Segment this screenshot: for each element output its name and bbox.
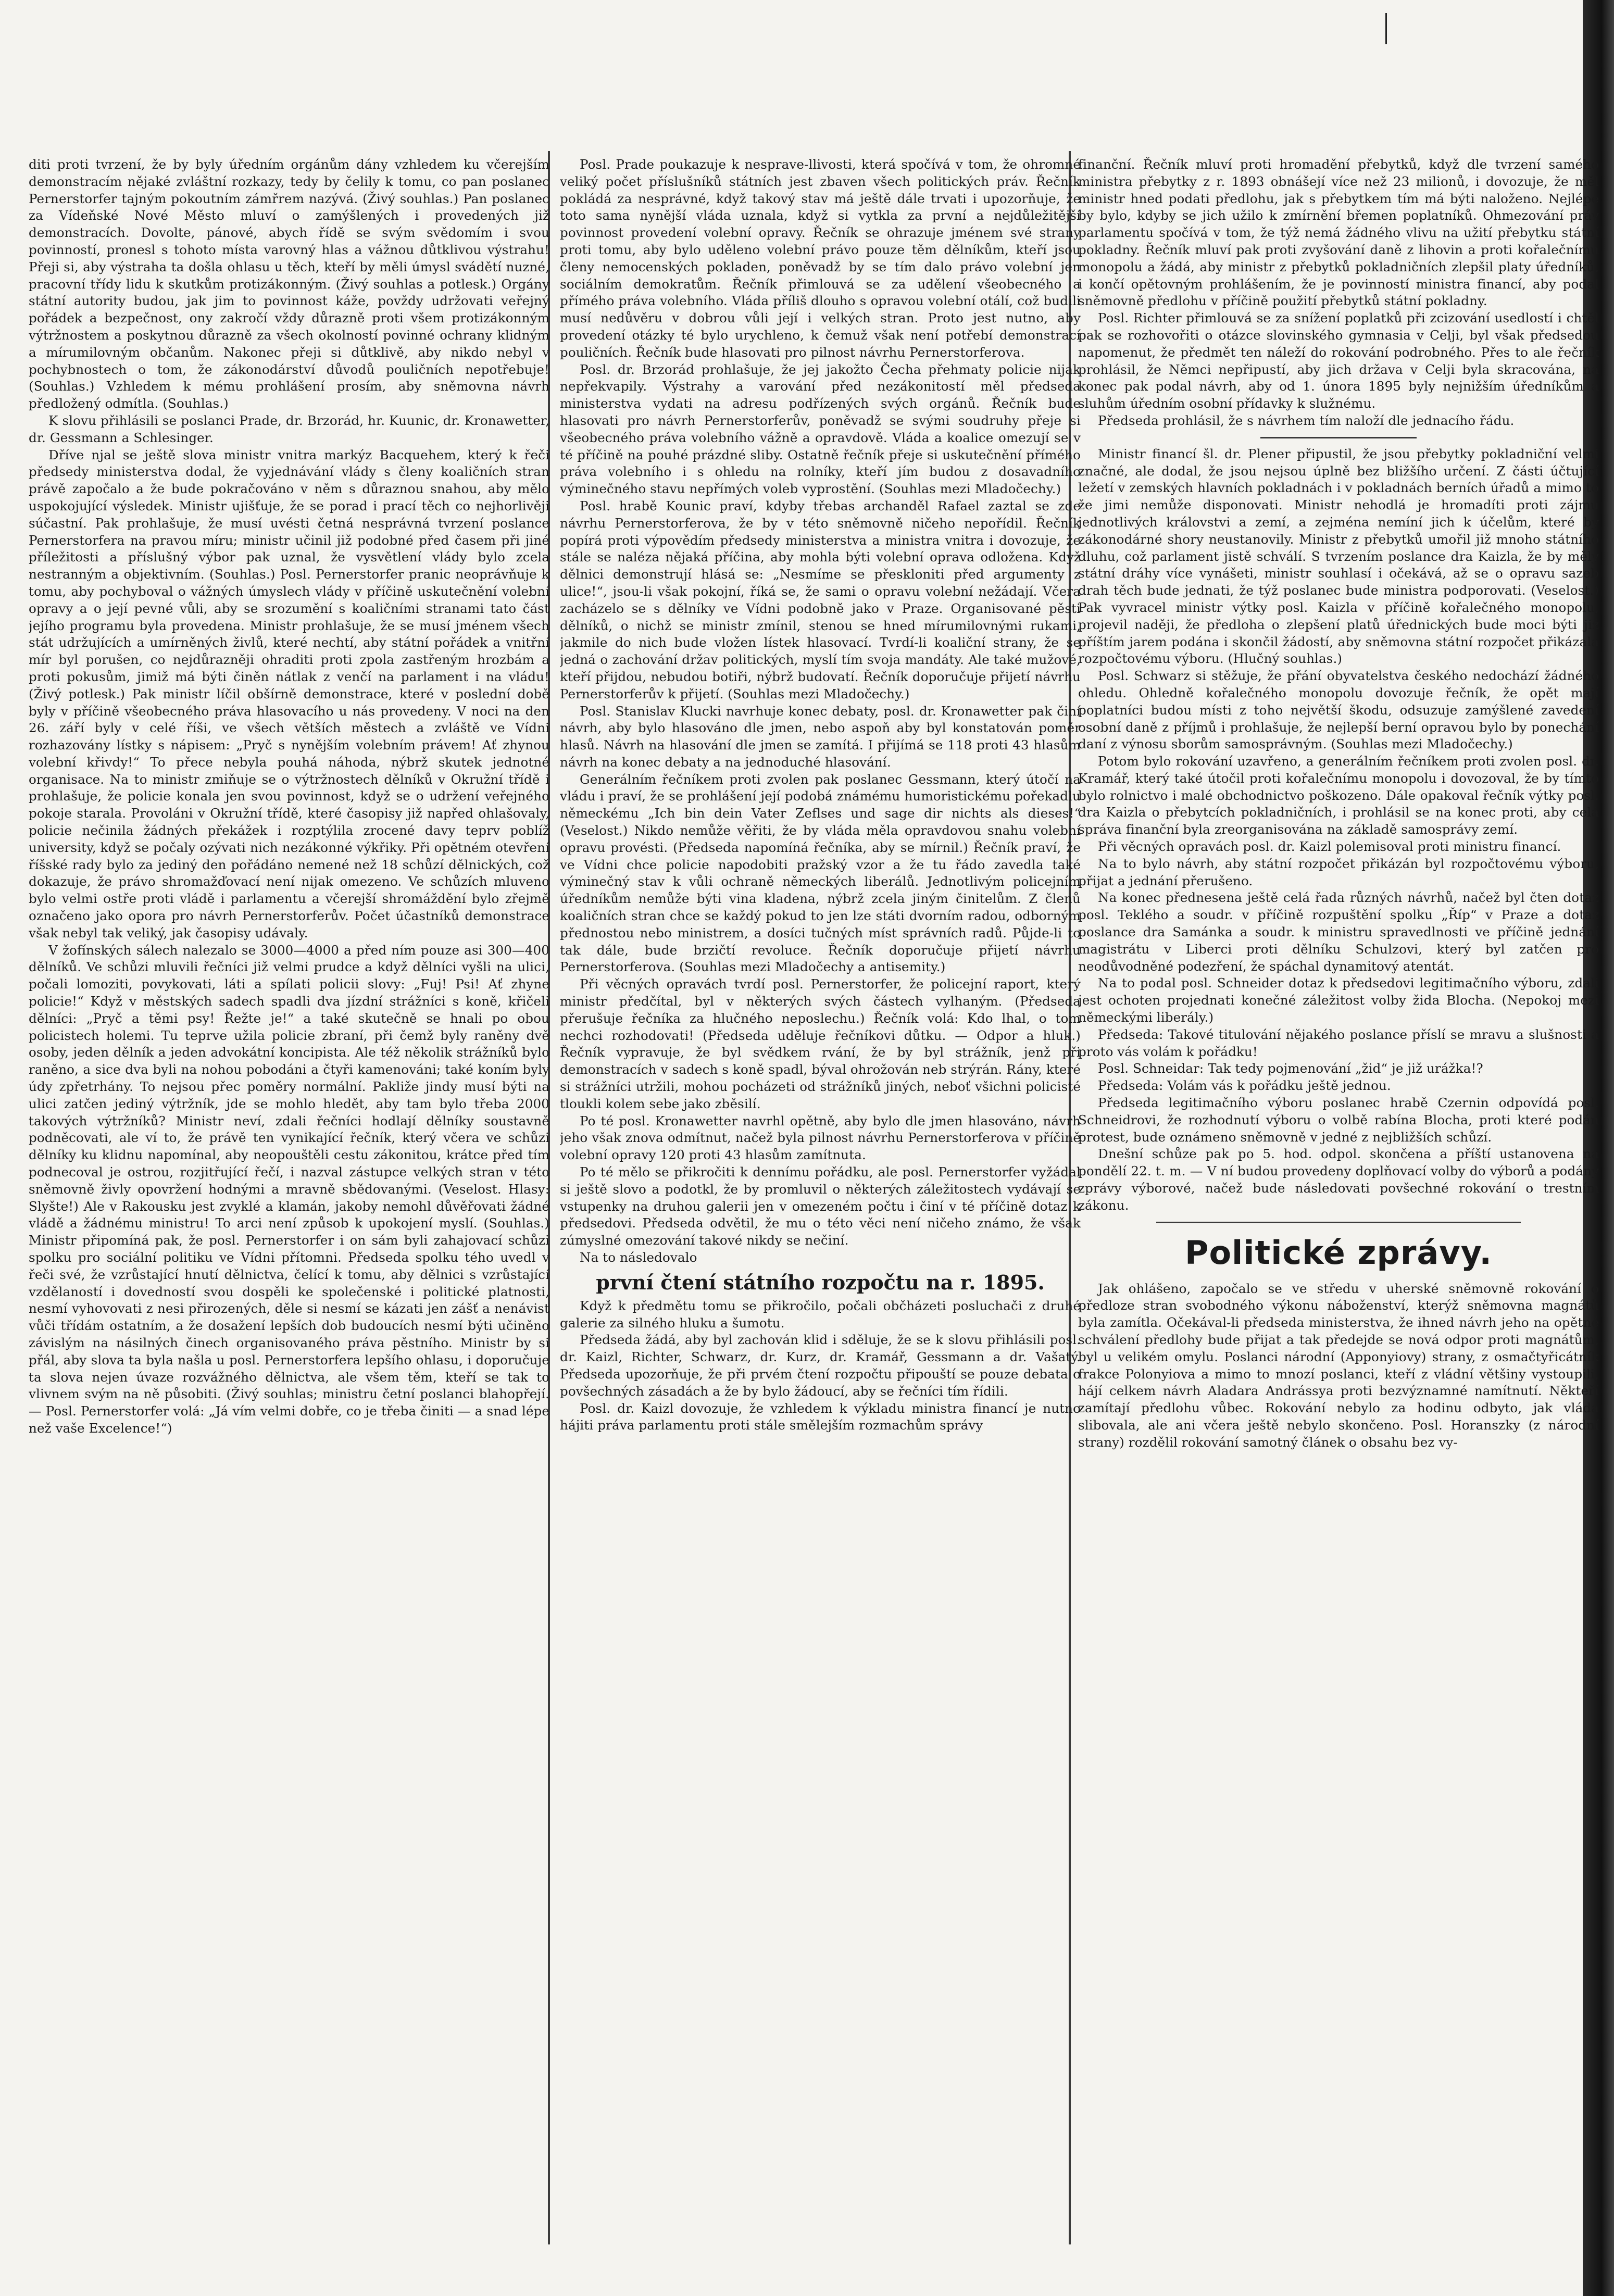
paragraph: Posl. Schwarz si stěžuje, že přání obyvatelstva českého nedochází žádného ohledu. Ohledně kořalečného monopolu dovozuje řečník, že opět mají poplatníci budou místi z toho největší škodu, odsuzuje zamýšlené zavedení osobní daně z příjmů i prohlašuje, že nejlepší berní opravou bylo by ponechání daní z výnosu sborům samosprávným. (Souhlas mezi Mladočechy.) (1078, 668, 1599, 752)
paragraph: Posl. Stanislav Klucki navrhuje konec debaty, posl. dr. Kronawetter pak činí návrh, aby bylo hlasováno dle jmen, nebo aspoň aby byl konstatován poměr hlasů. Návrh na hlasování dle jmen se zamítá. I přijímá se 118 proti 43 hlasům návrh na konec debaty a na jednoduché hlasování. (560, 703, 1081, 770)
paragraph: Posl. hrabě Kounic praví, kdyby třebas archanděl Rafael zaztal se zde návrhu Pernerstorferova, že by v této sněmovně ničeho nepořídil. Řečník popírá proti výpovědím předsedy ministerstva a ministra vnitra i dovozuje, že stále se naléza nějaká příčina, aby mohla býti volební oprava odložena. Když dělnici demonstrují hlásá se: „Nesmíme se přeskloniti před argumenty z ulice!“, jsou-li však pokojní, říká se, že sami o opravu volební nežádají. Včera zacházelo se s dělníky ve Vídni podobně jako v Praze. Organisované pěsti dělníků, o nichž se ministr zmínil, stenou se hned mírumilovnými rukami, jakmile do nich bude vložen lístek hlasovací. Tvrdí-li koaliční strany, že se jedná o zachování držav politických, myslí tím svoja mandáty. Ale také mužové, kteří přijdou, nebudou botiři, nýbrž budovatí. Řečník doporučuje přijetí návrhu Pernerstorferův k přijetí. (Souhlas mezi Mladočechy.) (560, 498, 1081, 701)
paragraph: finanční. Řečník mluví proti hromadění přebytků, když dle tvrzení samého ministra přebytky z r. 1893 obnášejí více než 23 milionů, i dovozuje, že měl ministr hned podati předlohu, jak s přebytkem tím má býti naloženo. Nejlépe by bylo, kdyby se jich užilo k zmírnění břemen poplatníků. Ohmezování práv parlamentu spočívá v tom, že týž nemá žádného vlivu na užití přebytku státní pokladny. Řečník mluví pak proti zvyšování daně z lihovin a proti kořalečnímu monopolu a žádá, aby ministr z přebytků pokladničních zlepšil platy úředníků, i končí opětovným prohlášením, že je povinností ministra financí, aby podal sněmovně předlohu v příčině použití přebytků státní pokladny. (1078, 157, 1599, 309)
paragraph: Po té mělo se přikročiti k dennímu pořádku, ale posl. Pernerstorfer vyžádal si ještě slovo a podotkl, že by promluvil o některých záležitostech vydávají se vstupenky na druhou galerii jen v omezeném počtu i činí v té příčině dotaz k předsedovi. Předseda odvětil, že mu o této věci není ničeho známo, že však zúmyslné omezování takové nikdy se nečiní. (560, 1164, 1081, 1248)
paragraph: Po té posl. Kronawetter navrhl opětně, aby bylo dle jmen hlasováno, návrh jeho však znova odmítnut, načež byla pilnost návrhu Pernerstorferova v příčině volební opravy 120 proti 43 hlasům zamítnuta. (560, 1113, 1081, 1163)
paragraph: Dnešní schůze pak po 5. hod. odpol. skončena a příští ustanovena na pondělí 22. t. m. — V ní budou provedeny doplňovací volby do výborů a podány zprávy výborové, načež bude následovati povšechné rokování o trestním zákonu. (1078, 1146, 1599, 1213)
paragraph: Při věcných opravách tvrdí posl. Pernerstorfer, že policejní raport, který ministr předčítal, byl v některých svých částech vylhaným. (Předseda přerušuje řečníka za hlučného neposlechu.) Řečník volá: Kdo lhal, o tom nechci rozhodovati! (Předseda uděluje řečníkovi důtku. — Odpor a hluk.) Řečník vypravuje, že byl svědkem rvání, že by byl strážník, jenž při demonstracích v sadech s koně spadl, býval ohrožován neb strýrán. Rány, které si strážníci utržili, mohou pocházeti od strážníků jiných, neboť všichni policisté tloukli kolem sebe jako zběsilí. (560, 976, 1081, 1111)
corner-mark (1385, 13, 1408, 44)
paragraph: Předseda legitimačního výboru poslanec hrabě Czernin odpovídá posl. Schneidrovi, že rozhodnutí výboru o volbě rabína Blocha, proti které podán protest, bude oznámeno sněmovně v jedné z nejbližších schůzí. (1078, 1095, 1599, 1145)
section-heading-politicke-zpravy: Politické zprávy. (1185, 1233, 1492, 1272)
paragraph: Posl. dr. Brzorád prohlašuje, že jej jakožto Čecha přehmaty policie nijak nepřekvapily. Výstrahy a varování před nezákonitostí měl předseda ministerstva vydati na adresu podřízených svých orgánů. Řečník bude hlasovati pro návrh Pernerstorferův, poněvadž se svými soudruhy přeje si všeobecného práva volebního vážně a opravdově. Vláda a koalice omezují se v té příčině na pouhé prázdné sliby. Ostatně řečník přeje si uskutečnění přímého práva volebního i s ohledu na rolníky, kteří jím budou z dosavadního výminečného stavu nepřímých voleb vyprostění. (Souhlas mezi Mladočechy.) (560, 361, 1081, 497)
paragraph: Na konec přednesena ještě celá řada různých návrhů, načež byl čten dotaz posl. Teklého a soudr. v příčině rozpuštění spolku „Říp“ v Praze a dotaz poslance dra Samánka a soudr. k ministru spravedlnosti ve příčině jednání magistrátu v Liberci proti dělníku Schulzovi, který byl zatčen pro neodůvodněné podezření, že spáchal dynamitový atentát. (1078, 890, 1599, 974)
paragraph: V žofínských sálech nalezalo se 3000—4000 a před ním pouze asi 300—400 dělníků. Ve schůzi mluvili řečníci již velmi prudce a když dělníci vyšli na ulici, počali lomoziti, povykovati, láti a spílati policii slovy: „Fuj! Psi! Ať zhyne policie!“ Když v městských sadech spadli dva jízdní strážníci s koně, křičeli dělníci: „Pryč a těmi psy! Řežte je!“ a také skutečně se hnali po obou policistech holemi. Tu teprve užila policie zbraní, při čemž byly raněny dvě osoby, jeden dělník a jeden advokátní koncipista. Ale též několik strážníků bylo raněno, a sice dva byli na nohou pobodáni a čtyři kamenováni; také koním byly údy zpřetrhány. To nejsou přec poměry normální. Pakliže jindy musí býti na ulici zatčen jediný výtržník, jde se mohlo hledět, aby tam bylo třeba 2000 takových výtržníků? Ministr neví, zdali řečníci hodlají dělníky soustavně podněcovati, ale ví to, že právě ten vynikající řečník, který včera ve schůzi dělníky ku klidnu napomínal, aby neopouštěli cestu zákonitou, krátce před tím podnecoval je ostrou, rozjitřující řečí, i nazval zástupce velkých stran v této sněmovně živly opovržení hodnými a mravně sbědovanými. (Veselost. Hlasy: Slyšte!) Ale v Rakousku jest zvyklé a klamán, jakoby nemohl důvěřovati žádné vládě a žádnému ministru! To arci není způsob k upokojení myslí. (Souhlas.) Ministr připomíná pak, že posl. Pernerstorfer i on sám byli zahajovací schůzi spolku pro sociální politiku ve Vídni přítomni. Předseda spolku tého uvedl v řeči své, že vzrůstající hnutí dělnictva, čelící k tomu, aby dělnici s vzrůstající vzdělaností i dovedností svou dospěli ke společenské i politické platnosti, nesmí vyhovovati z nesi přirozených, děle si nesmí se kázati jen zášť a nenávist vůči třídám ostatním, a že dosažení lepších dob budoucích nesmí býti učiněno závislým na násilných činech organisovaného práva pěstního. Ministr by si přál, aby slova ta byla našla u posl. Pernerstorfera lepšího ohlasu, i doporučuje ta slova nejen úvaze rozvážného dělnictva, ale všem těm, kteří se tak to vlivnem svým na ně působiti. (Živý souhlas; ministru četní poslanci blahopřejí. — Posl. Pernerstorfer volá: „Já vím velmi dobře, co je třeba činiti — a snad lépe než vaše Excelence!“) (29, 942, 549, 1436)
paragraph: Předseda: Volám vás k pořádku ještě jednou. (1098, 1078, 1391, 1094)
column-1 (29, 156, 549, 2250)
paragraph: Posl. dr. Kaizl dovozuje, že vzhledem k výkladu ministra financí je nutno hájiti práva parlamentu proti stále smělejším rozmachům správy (560, 1400, 1081, 1433)
separator (1260, 437, 1417, 438)
paragraph: Předseda žádá, aby byl zachován klid i sděluje, že se k slovu přihlásili posl. dr. Kaizl, Richter, Schwarz, dr. Kurz, dr. Kramář, Gessmann a dr. Vašatý. Předseda upozorňuje, že při prvém čtení rozpočtu připouští se pouze debata o povšechných zásadách a že by bylo žádoucí, aby se řečníci tím řídili. (560, 1332, 1081, 1399)
paragraph: Na to následovalo (580, 1250, 697, 1265)
paragraph: Generálním řečníkem proti zvolen pak poslanec Gessmann, který útočí na vládu i praví, že se prohlášení její podobá známému humoristickému pořekadlu německému „Ich bin dein Vater Zeflses und sage dir nichts als dieses!“ (Veselost.) Nikdo nemůže věřiti, že by vláda měla opravdovou snahu volební opravu provésti. (Předseda napomíná řečníka, aby se mírnil.) Řečník praví, že ve Vídni chce policie napodobiti pražský vzor a že tu řádo zavedla také výminečný stav k vůli ochraně německých liberálů. Jednotlivým policejním úředníkům nemůže býti vina kladena, nýbrž zcela jiným činitelům. Z členů koaličních stran chce se každý pokud to jen lze státi dvorním radou, odborným přednostou nebo ministrem, a dosíci tučných míst správních radů. Půjde-li to tak dále, bude brzičtí revoluce. Řečník doporučuje přijetí návrhu Pernerstorferova. (Souhlas mezi Mladočechy a antisemity.) (560, 771, 1081, 975)
paragraph: Na to bylo návrh, aby státní rozpočet přikázán byl rozpočtovému výboru, přijat a jednání přerušeno. (1078, 856, 1599, 888)
paragraph: Ministr financí šl. dr. Plener připustil, že jsou přebytky pokladniční velmi značné, ale dodal, že jsou nejsou úplně bez bližšího určení. Z části účtující ležetí v zemských hlavních pokladnách i v pokladnách berních úřadů a mimo to že jimi nemůže disponovati. Ministr nehodlá je hromadíti proti zájmu jednotlivých královstvi a zemí, a zejména nemíní jich k účelům, které by zákonodárné shory neustanovily. Ministr z přebytků umořil již mnoho státního dluhu, což parlament jistě schválí. S tvrzením poslance dra Kaizla, že by měly státní dráhy více vynášeti, ministr souhlasí i očekává, až se o opravu sazeb drah těch bude jednati, že týž poslanec bude ministra podporovati. (Veselost.) Pak vyvracel ministr výtky posl. Kaizla v příčině kořalečného monopolu, projevil naději, že předloha o zlepšení platů úřednických bude moci býti již příštím jarem podána i skončil žádostí, aby sněmovna státní rozpočet přikázala rozpočtovému výboru. (Hlučný souhlas.) (1078, 446, 1599, 667)
paragraph: Posl. Prade poukazuje k nesprave-llivosti, která spočívá v tom, že ohromné veliký počet příslušníků státních jest zbaven všech politických práv. Řečník pokládá za nesprávné, když takový stav má ještě dále trvati i upozorňuje, že toto sama nynější vláda uznala, když si vytkla za první a nejdůležitější povinnost provedení volební opravy. Řečník se ohrazuje jménem své strany proti tomu, aby bylo uděleno volební právo pouze těm dělníkům, kteří jsou členy nemocenských pokladen, poněvadž by se tím dalo právo volební jen sociálním demokratům. Řečník přimlouvá se za udělení všeobecného a přímého práva volebního. Vláda příliš dlouho s opravou volební otálí, což budili musí nedůvěru v dobrou vůli její i velkých stran. Proto jest nutno, aby provedení otázky té bylo urychleno, k čemuž však není potřebí demonstrací pouličních. Řečník bude hlasovati pro pilnost návrhu Pernerstorferova. (560, 157, 1081, 360)
paragraph: K slovu přihlásili se poslanci Prade, dr. Brzorád, hr. Kuunic, dr. Kronawetter, dr. Gessmann a Schlesinger. (29, 412, 549, 445)
paragraph: Předseda: Takové titulování nějakého poslance příslí se mravu a slušnosti a proto vás volám k pořádku! (1078, 1026, 1599, 1059)
column-3 (1078, 156, 1599, 2250)
paragraph: Potom bylo rokování uzavřeno, a generálním řečníkem proti zvolen posl. dr. Kramář, který také útočil proti kořalečnímu monopolu i dovozoval, že by tímto bylo rolnictvo i malé obchodnictvo poškozeno. Dále opakoval řečník výtky posl. dra Kaizla o přebytcích pokladničních, i prohlásil se na konec proti, aby celá správa finanční byla zreorganisována na základě samosprávy zemí. (1078, 754, 1599, 837)
paragraph: Na to podal posl. Schneider dotaz k předsedovi legitimačního výboru, zdali jest ochoten projednati konečné záležitost volby žida Blocha. (Nepokoj mezi německými liberály.) (1078, 975, 1599, 1025)
paragraph: Při věcných opravách posl. dr. Kaizl polemisoval proti ministru financí. (1098, 839, 1561, 855)
column-2 (560, 156, 1081, 2250)
budget-heading: první čtení státního rozpočtu na r. 1895. (596, 1270, 1045, 1294)
paragraph: Předseda prohlásil, že s návrhem tím naloží dle jednacího řádu. (1098, 412, 1515, 428)
paragraph: Posl. Schneidar: Tak tedy pojmenování „žid“ je již urážka!? (1098, 1061, 1483, 1076)
paragraph: Posl. Richter přimlouvá se za snížení poplatků při zcizování usedlostí i chtěl pak se rozhovořiti o otázce slovinského gymnasia v Celji, byl však předsedou napomenut, že předmět ten náleží do rokování podrobného. Přes to ale řečník prohlásil, že Němci nepřipustí, aby jich država v Celji byla skracována, na konec pak podal návrh, aby od 1. února 1895 byly nejnižším úředníkům a sluhům úředním osobní přídavky k služnému. (1078, 310, 1599, 411)
paragraph: Dříve njal se ještě slova ministr vnitra markýz Bacquehem, který k řeči předsedy ministerstva dodal, že vyjednávání vlády s členy koaličních stran právě započalo a že bude pokračováno v něm s důraznou snahou, aby mělo uspokojující výsledek. Ministr ujišťuje, že se porad i prací těch co nejhorlivěji súčastní. Pak prohlašuje, že musí uvésti četná nesprávná tvrzení poslance Pernerstorfera na pravou míru; ministr učinil již podobné před časem při jiné příležitosti a příslušný výbor pak uznal, že vysvětlení vlády bylo zcela nestranným a objektivním. (Souhlas.) Posl. Pernerstorfer pranic neoprávňuje k tomu, aby pochyboval o vážných úmyslech vlády v příčině uskutečnění volební opravy a o její pevné vůli, aby se srozumění s koaličními stranami tato část jejího programu byla provedena. Ministr prohlašuje, že se musí jménem všech stát udržujících a umírněných živlů, které nechtí, aby státní pořádek a vnitřní mír byl porušen, co nejdůrazněji ohraditi proti zpola zastřeným hrozbám a proti pokusům, jimiž má býti činěn nátlak z venčí na parlament i na vládu! (Živý potlesk.) Pak ministr líčil obšírně demonstrace, které v poslední době byly v příčině všeobecného práva hlasovacího u nás provedeny. V noci na den 26. září byly v celé říši, ve všech větších městech a zvláště ve Vídni rozhazovány lístky s nápisem: „Pryč s nynějším volebním právem! Ať zhynou volební křivdy!“ To přece nebyla pouhá náhoda, nýbrž skutek jednotné organisace. Na to ministr zmiňuje se o výtržnostech dělníků v Okružní třídě i prohlašuje, že policie konala jen svou povinnost, když se o udržení veřejného pokoje starala. Provoláni v Okružní třídě, které časopisy již napřed ohlašovaly, policie nečinila žádných překážek i rozptýlila zrocené davy teprv poblíž university, když se počaly ozývati nich nezákonné výkřiky. Při opětném otevření říšské rady bylo za jediný den pořádáno nemené než 18 schůzí dělnických, což dokazuje, že právo shromažďovací není nijak omezeno. Ve schůzích mluveno bylo velmi ostře proti vládě i parlamentu a včerejší shromáždění bylo zřejmě označeno jako opora pro návrh Pernerstorferův. Počet účastníků demonstrace však nebyl tak veliký, jak časopisy udávaly. (29, 447, 549, 940)
separator (1156, 1222, 1521, 1223)
paragraph: Jak ohlášeno, započalo se ve středu v uherské sněmovně rokování o předloze stran svobodného výkonu náboženství, kterýž sněmovna magnátů byla zamítla. Očekával-li předseda ministerstva, že ihned návrh jeho na opětné schválení předlohy bude přijat a tak předejde se nová odpor proti magnátům, byl u velikém omylu. Poslanci národní (Apponyiovy) strany, z osmačtyřicátník frakce Polonyiova a mimo to mnozí poslanci, kteří z vládní většiny vystoupili, hájí celkem návrh Aladara Andrássya proti bezvýznamné namítnutí. Někteří zamítají předlohu vůbec. Rokování nebylo za hodinu odbyto, jak vláda slibovala, ale ani včera ještě nebylo skončeno. Posl. Horanszky (z národní strany) rozdělil rokování samotný článek o obsahu bez vy- (1078, 1281, 1599, 1450)
paragraph: diti proti tvrzení, že by byly úředním orgánům dány vzhledem ku včerejším demonstracím nějaké zvláštní rozkazy, tedy by čelily k tomu, co pan poslanec Pernerstorfer tajným pokoutním zámřrem nazývá. (Živý souhlas.) Pan poslanec za Vídeňské Nové Město mluví o zamýšlených i provedených již demonstracích. Dovolte, pánové, abych řídě se svým svědomím i svou povinností, pronesl s tohoto místa varovný hlas a vážnou důtklivou výstrahu! Přeji si, aby výstraha ta došla ohlasu u těch, kteří by měli úmysl svádětí nuzné, pracovní třídy lidu k skutkům protizákonným. (Živý souhlas a potlesk.) Orgány státní autority budou, jak jim to povinnost káže, povždy udržovati veřejný pořádek a bezpečnost, ony zakročí vždy důrazně proti všem protizákonným výtržnostem a poskytnou důrazně za všech okolností povinné ochrany klidným a mírumilovným občanům. Nakonec přeji si důtklivě, aby nikdo nebyl v pochybnostech o tom, že zákonodárství důvodů pouličních nepotřebuje! (Souhlas.) Vzhledem k mému prohlášení prosím, aby sněmovna návrh předložený odmítla. (Souhlas.) (29, 157, 549, 411)
paragraph: Když k předmětu tomu se přikročilo, počali občházeti posluchači z druhé galerie za silného hluku a šumotu. (560, 1298, 1081, 1331)
